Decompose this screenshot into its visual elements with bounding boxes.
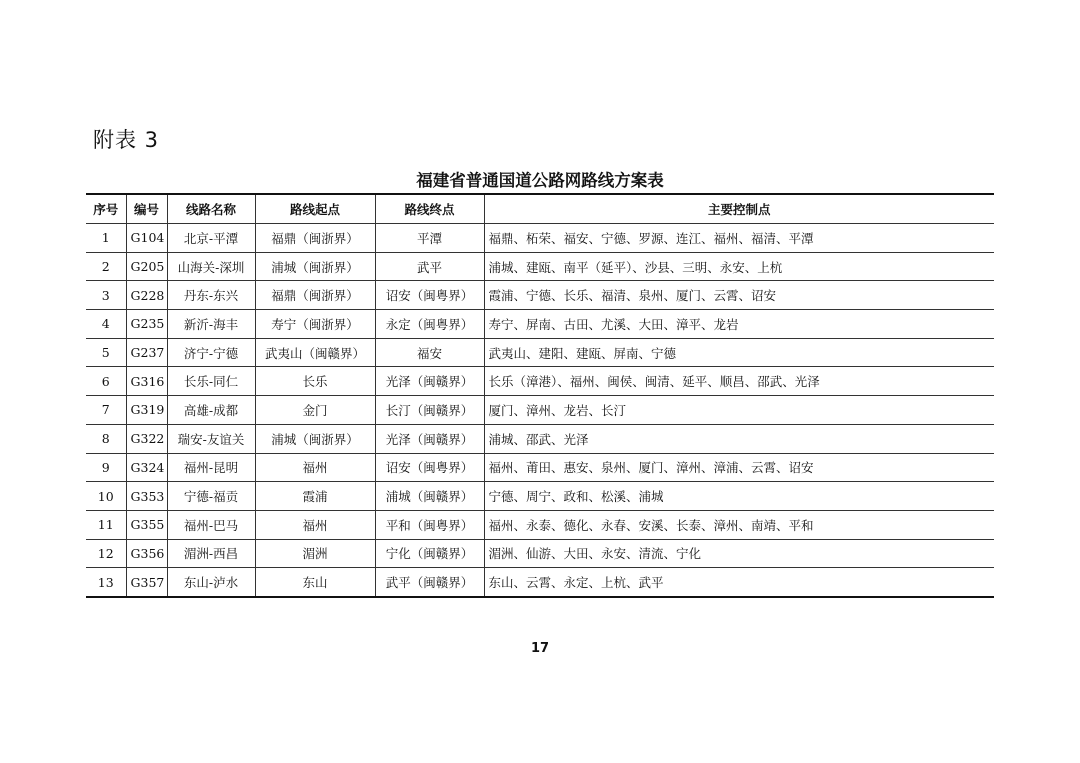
cell-end: 宁化（闽赣界） [375,539,484,568]
cell-start: 浦城（闽浙界） [255,252,375,281]
cell-start: 金门 [255,396,375,425]
cell-control-points: 长乐（漳港）、福州、闽侯、闽清、延平、顺昌、邵武、光泽 [484,367,994,396]
cell-start: 湄洲 [255,539,375,568]
cell-code: G355 [126,510,167,539]
table-title: 福建省普通国道公路网路线方案表 [416,171,664,190]
cell-index: 5 [86,338,126,367]
table-row [86,539,994,568]
cell-code: G237 [126,338,167,367]
cell-start: 福州 [255,453,375,482]
table-row [86,252,994,281]
cell-route-name: 高雄-成都 [167,396,255,425]
table-header-row [86,194,994,224]
cell-route-name: 长乐-同仁 [167,367,255,396]
cell-control-points: 浦城、邵武、光泽 [484,424,994,453]
cell-start: 福鼎（闽浙界） [255,224,375,253]
cell-end: 诏安（闽粤界） [375,453,484,482]
route-table [86,193,994,598]
cell-control-points: 宁德、周宁、政和、松溪、浦城 [484,482,994,511]
cell-code: G316 [126,367,167,396]
cell-index: 12 [86,539,126,568]
cell-route-name: 山海关-深圳 [167,252,255,281]
page-number: 17 [530,641,550,656]
table-row [86,482,994,511]
cell-end: 长汀（闽赣界） [375,396,484,425]
table-row [86,396,994,425]
cell-control-points: 浦城、建瓯、南平（延平）、沙县、三明、永安、上杭 [484,252,994,281]
cell-code: G228 [126,281,167,310]
cell-code: G322 [126,424,167,453]
cell-code: G356 [126,539,167,568]
header-index: 序号 [93,202,119,217]
table-row [86,568,994,597]
cell-index: 9 [86,453,126,482]
cell-end: 武平（闽赣界） [375,568,484,597]
cell-route-name: 福州-昆明 [167,453,255,482]
cell-end: 武平 [375,252,484,281]
header-start: 路线起点 [255,194,375,224]
cell-route-name: 湄洲-西昌 [167,539,255,568]
cell-start: 长乐 [255,367,375,396]
cell-end: 平潭 [375,224,484,253]
header-end: 路线终点 [375,194,484,224]
cell-code: G104 [126,224,167,253]
cell-code: G319 [126,396,167,425]
cell-start: 福州 [255,510,375,539]
cell-end: 诏安（闽粤界） [375,281,484,310]
cell-end: 福安 [375,338,484,367]
cell-route-name: 瑞安-友谊关 [167,424,255,453]
cell-control-points: 福州、莆田、惠安、泉州、厦门、漳州、漳浦、云霄、诏安 [484,453,994,482]
cell-code: G205 [126,252,167,281]
cell-index: 7 [86,396,126,425]
cell-control-points: 福州、永泰、德化、永春、安溪、长泰、漳州、南靖、平和 [484,510,994,539]
cell-end: 平和（闽粤界） [375,510,484,539]
table-row [86,338,994,367]
cell-index: 2 [86,252,126,281]
cell-route-name: 北京-平潭 [167,224,255,253]
cell-index: 8 [86,424,126,453]
cell-end: 光泽（闽赣界） [375,424,484,453]
cell-control-points: 湄洲、仙游、大田、永安、清流、宁化 [484,539,994,568]
cell-index: 3 [86,281,126,310]
cell-route-name: 东山-泸水 [167,568,255,597]
cell-control-points: 东山、云霄、永定、上杭、武平 [484,568,994,597]
cell-start: 福鼎（闽浙界） [255,281,375,310]
cell-control-points: 武夷山、建阳、建瓯、屏南、宁德 [484,338,994,367]
cell-start: 霞浦 [255,482,375,511]
cell-code: G353 [126,482,167,511]
cell-control-points: 厦门、漳州、龙岩、长汀 [484,396,994,425]
table-row [86,281,994,310]
header-route-name: 线路名称 [167,194,255,224]
cell-code: G324 [126,453,167,482]
cell-control-points: 福鼎、柘荣、福安、宁德、罗源、连江、福州、福清、平潭 [484,224,994,253]
cell-index: 4 [86,310,126,339]
cell-route-name: 宁德-福贡 [167,482,255,511]
cell-index: 1 [86,224,126,253]
cell-code: G235 [126,310,167,339]
cell-index: 13 [86,568,126,597]
cell-route-name: 济宁-宁德 [167,338,255,367]
header-control-points: 主要控制点 [484,194,994,224]
cell-end: 永定（闽粤界） [375,310,484,339]
table-row [86,310,994,339]
cell-index: 10 [86,482,126,511]
cell-index: 6 [86,367,126,396]
cell-index: 11 [86,510,126,539]
appendix-label: 附表 3 [93,128,160,152]
header-code: 编号 [126,194,167,224]
table-row [86,453,994,482]
cell-code: G357 [126,568,167,597]
table-row [86,510,994,539]
cell-control-points: 寿宁、屏南、古田、尤溪、大田、漳平、龙岩 [484,310,994,339]
cell-route-name: 丹东-东兴 [167,281,255,310]
cell-end: 浦城（闽赣界） [375,482,484,511]
table-row [86,367,994,396]
cell-end: 光泽（闽赣界） [375,367,484,396]
table-row [86,424,994,453]
cell-start: 寿宁（闽浙界） [255,310,375,339]
cell-route-name: 福州-巴马 [167,510,255,539]
table-row [86,224,994,253]
cell-start: 东山 [255,568,375,597]
cell-start: 浦城（闽浙界） [255,424,375,453]
cell-start: 武夷山（闽赣界） [255,338,375,367]
cell-control-points: 霞浦、宁德、长乐、福清、泉州、厦门、云霄、诏安 [484,281,994,310]
cell-route-name: 新沂-海丰 [167,310,255,339]
